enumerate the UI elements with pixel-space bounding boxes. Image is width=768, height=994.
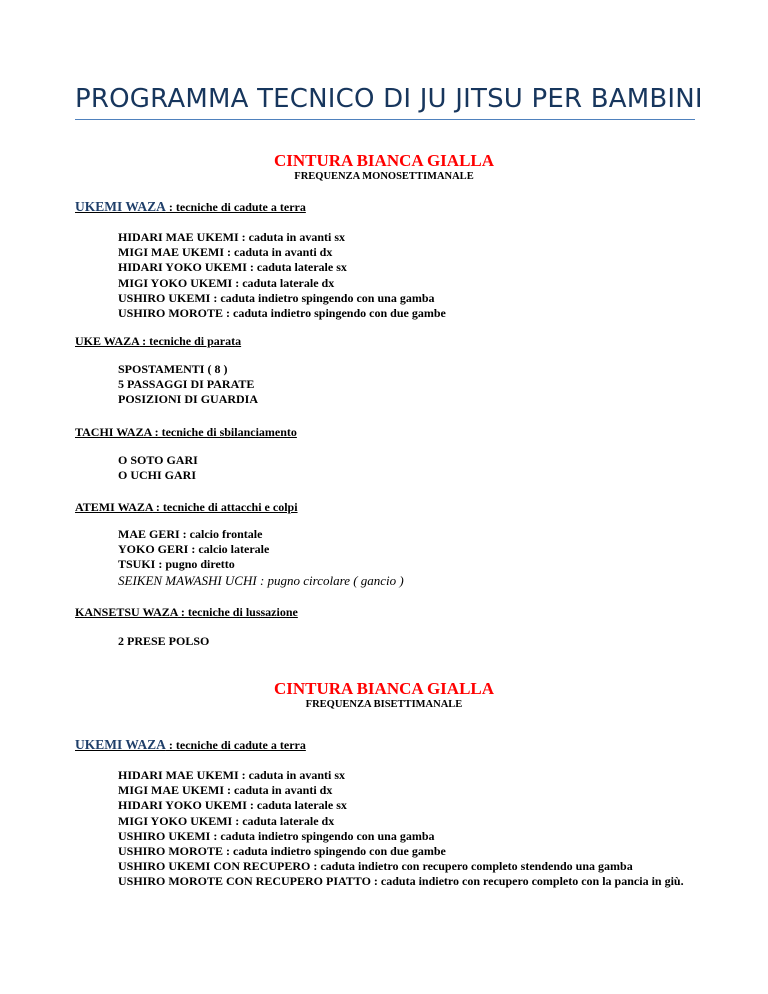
technique-list [118,634,698,649]
group-name: KANSETSU WAZA [75,605,178,619]
group-name: UKEMI WAZA [75,737,166,752]
list-item: 5 PASSAGGI DI PARATE [118,377,255,392]
list-item: O SOTO GARI [118,453,198,467]
group-description: : tecniche di parata [139,334,242,348]
group-name: UKEMI WAZA [75,199,166,214]
list-item: HIDARI MAE UKEMI : caduta in avanti sx [118,230,346,244]
list-item: TSUKI : pugno diretto [118,557,235,572]
list-item: MIGI YOKO UKEMI : caduta laterale dx [118,275,335,290]
list-item: SPOSTAMENTI ( 8 ) [118,362,228,376]
group-description: : tecniche di cadute a terra [165,200,306,214]
list-item: POSIZIONI DI GUARDIA [118,392,259,407]
list-item: MIGI MAE UKEMI : caduta in avanti dx [118,783,333,798]
group-description: : tecniche di attacchi e colpi [152,500,298,514]
group-heading [75,500,298,515]
technique-list [118,362,698,408]
list-item: HIDARI MAE UKEMI : caduta in avanti sx [118,768,346,782]
frequency-subheading: FREQUENZA MONOSETTIMANALE [294,171,474,182]
list-item: USHIRO MOROTE : caduta indietro spingendo con due gambe [118,844,446,859]
group-heading [75,605,298,620]
list-item: USHIRO UKEMI : caduta indietro spingendo con una gamba [118,290,435,305]
list-item: MIGI YOKO UKEMI : caduta laterale dx [118,813,335,828]
title-divider [75,119,695,120]
list-item: USHIRO UKEMI CON RECUPERO : caduta indietro con recupero completo stendendo una gamba [118,859,633,874]
group-name: UKE WAZA [75,334,140,348]
list-item: HIDARI YOKO UKEMI : caduta laterale sx [118,260,347,275]
list-item: YOKO GERI : calcio laterale [118,542,270,557]
list-item: O UCHI GARI [118,468,197,483]
group-description: : tecniche di sbilanciamento [151,425,297,439]
page-title: PROGRAMMA TECNICO DI JU JITSU PER BAMBINI [75,84,703,114]
technique-list [118,230,698,321]
group-heading [75,737,306,753]
group-heading [75,199,306,215]
group-description: : tecniche di lussazione [177,605,298,619]
group-heading [75,334,241,349]
belt-heading: CINTURA BIANCA GIALLA [273,151,495,170]
list-item: MAE GERI : calcio frontale [118,527,263,541]
technique-list [118,453,698,483]
group-heading [75,425,297,440]
group-description: : tecniche di cadute a terra [165,738,306,752]
technique-list [118,527,698,588]
list-item: USHIRO MOROTE : caduta indietro spingendo con due gambe [118,306,446,321]
list-item: USHIRO MOROTE CON RECUPERO PIATTO : caduta indietro con recupero completo con la pancia in giù. [118,874,684,889]
list-item: 2 PRESE POLSO [118,634,210,648]
list-item: USHIRO UKEMI : caduta indietro spingendo con una gamba [118,828,435,843]
list-item: SEIKEN MAWASHI UCHI : pugno circolare ( gancio ) [118,572,404,588]
frequency-subheading: FREQUENZA BISETTIMANALE [305,699,463,710]
belt-heading: CINTURA BIANCA GIALLA [273,679,495,698]
group-name: TACHI WAZA [75,425,152,439]
technique-list [118,768,698,890]
list-item: MIGI MAE UKEMI : caduta in avanti dx [118,245,333,260]
list-item: HIDARI YOKO UKEMI : caduta laterale sx [118,798,347,813]
group-name: ATEMI WAZA [75,500,153,514]
